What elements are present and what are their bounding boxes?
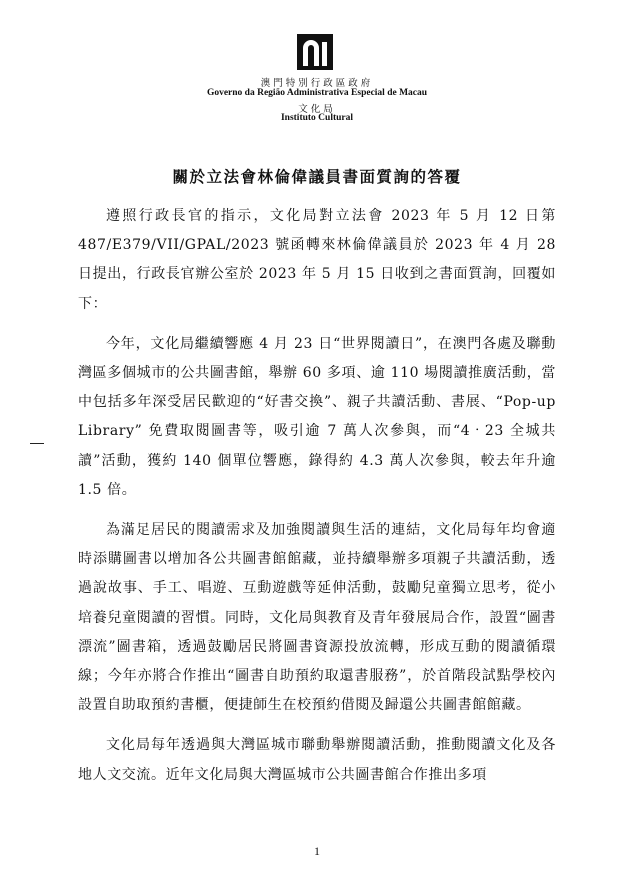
paragraph: 為滿足居民的閱讀需求及加強閱讀與生活的連結，文化局每年均會適時添購圖書以增加各公共圖書館館藏，並持續舉辦多項親子共讀活動，透過說故事、手工、唱遊、互動遊戲等延伸活動，鼓勵兒童獨立思考，從小培養兒童閱讀的習慣。同時，文化局與教育及青年發展局合作，設置“圖書漂流”圖書箱，透過鼓勵居民將圖書資源投放流轉，形成互動的閱讀循環線；今年亦將合作推出“圖書自助預約取還書服務”，於首階段試點學校內設置自助取預約書櫃，便捷師生在校預約借閱及歸還公共圖書館館藏。 bbox=[78, 522, 556, 714]
government-name-portuguese: Governo da Região Administrativa Especial de Macau bbox=[206, 88, 428, 98]
paragraph: 遵照行政長官的指示，文化局對立法會 2023 年 5 月 12 日第 487/E379/VII/GPAL/2023 號函轉來林倫偉議員於 2023 年 4 月 28 日提出，行政長官辦公室於 2023 年 5 月 15 日收到之書面質詢，回覆如下： bbox=[78, 208, 556, 312]
document-title: 關於立法會林倫偉議員書面質詢的答覆 bbox=[172, 167, 462, 186]
paragraph: 今年，文化局繼續響應 4 月 23 日“世界閱讀日”，在澳門各處及聯動灣區多個城市的公共圖書館，舉辦 60 多項、逾 110 場閱讀推廣活動，當中包括多年深受居民歡迎的“好書交換”、親子共讀活動、書展、“Pop-up Library” 免費取閱圖書等，吸引逾 7 萬人次參與，而“4‧23 全城共讀”活動，獲約 140 個單位響應，錄得約 4.3 萬人次參與，較去年升逾 1.5 倍。 bbox=[78, 335, 556, 498]
department-name-portuguese: Instituto Cultural bbox=[280, 113, 354, 123]
document-body bbox=[78, 202, 556, 801]
margin-mark bbox=[30, 443, 44, 444]
institute-logo-icon bbox=[297, 34, 333, 70]
government-name-chinese: 澳門特別行政區政府 bbox=[260, 78, 374, 89]
paragraph: 文化局每年透過與大灣區城市聯動舉辦閱讀活動，推動閱讀文化及各地人文交流。近年文化局與大灣區城市公共圖書館合作推出多項 bbox=[78, 737, 556, 783]
department-name-chinese: 文化局 bbox=[298, 104, 336, 115]
page-number: 1 bbox=[314, 844, 320, 858]
